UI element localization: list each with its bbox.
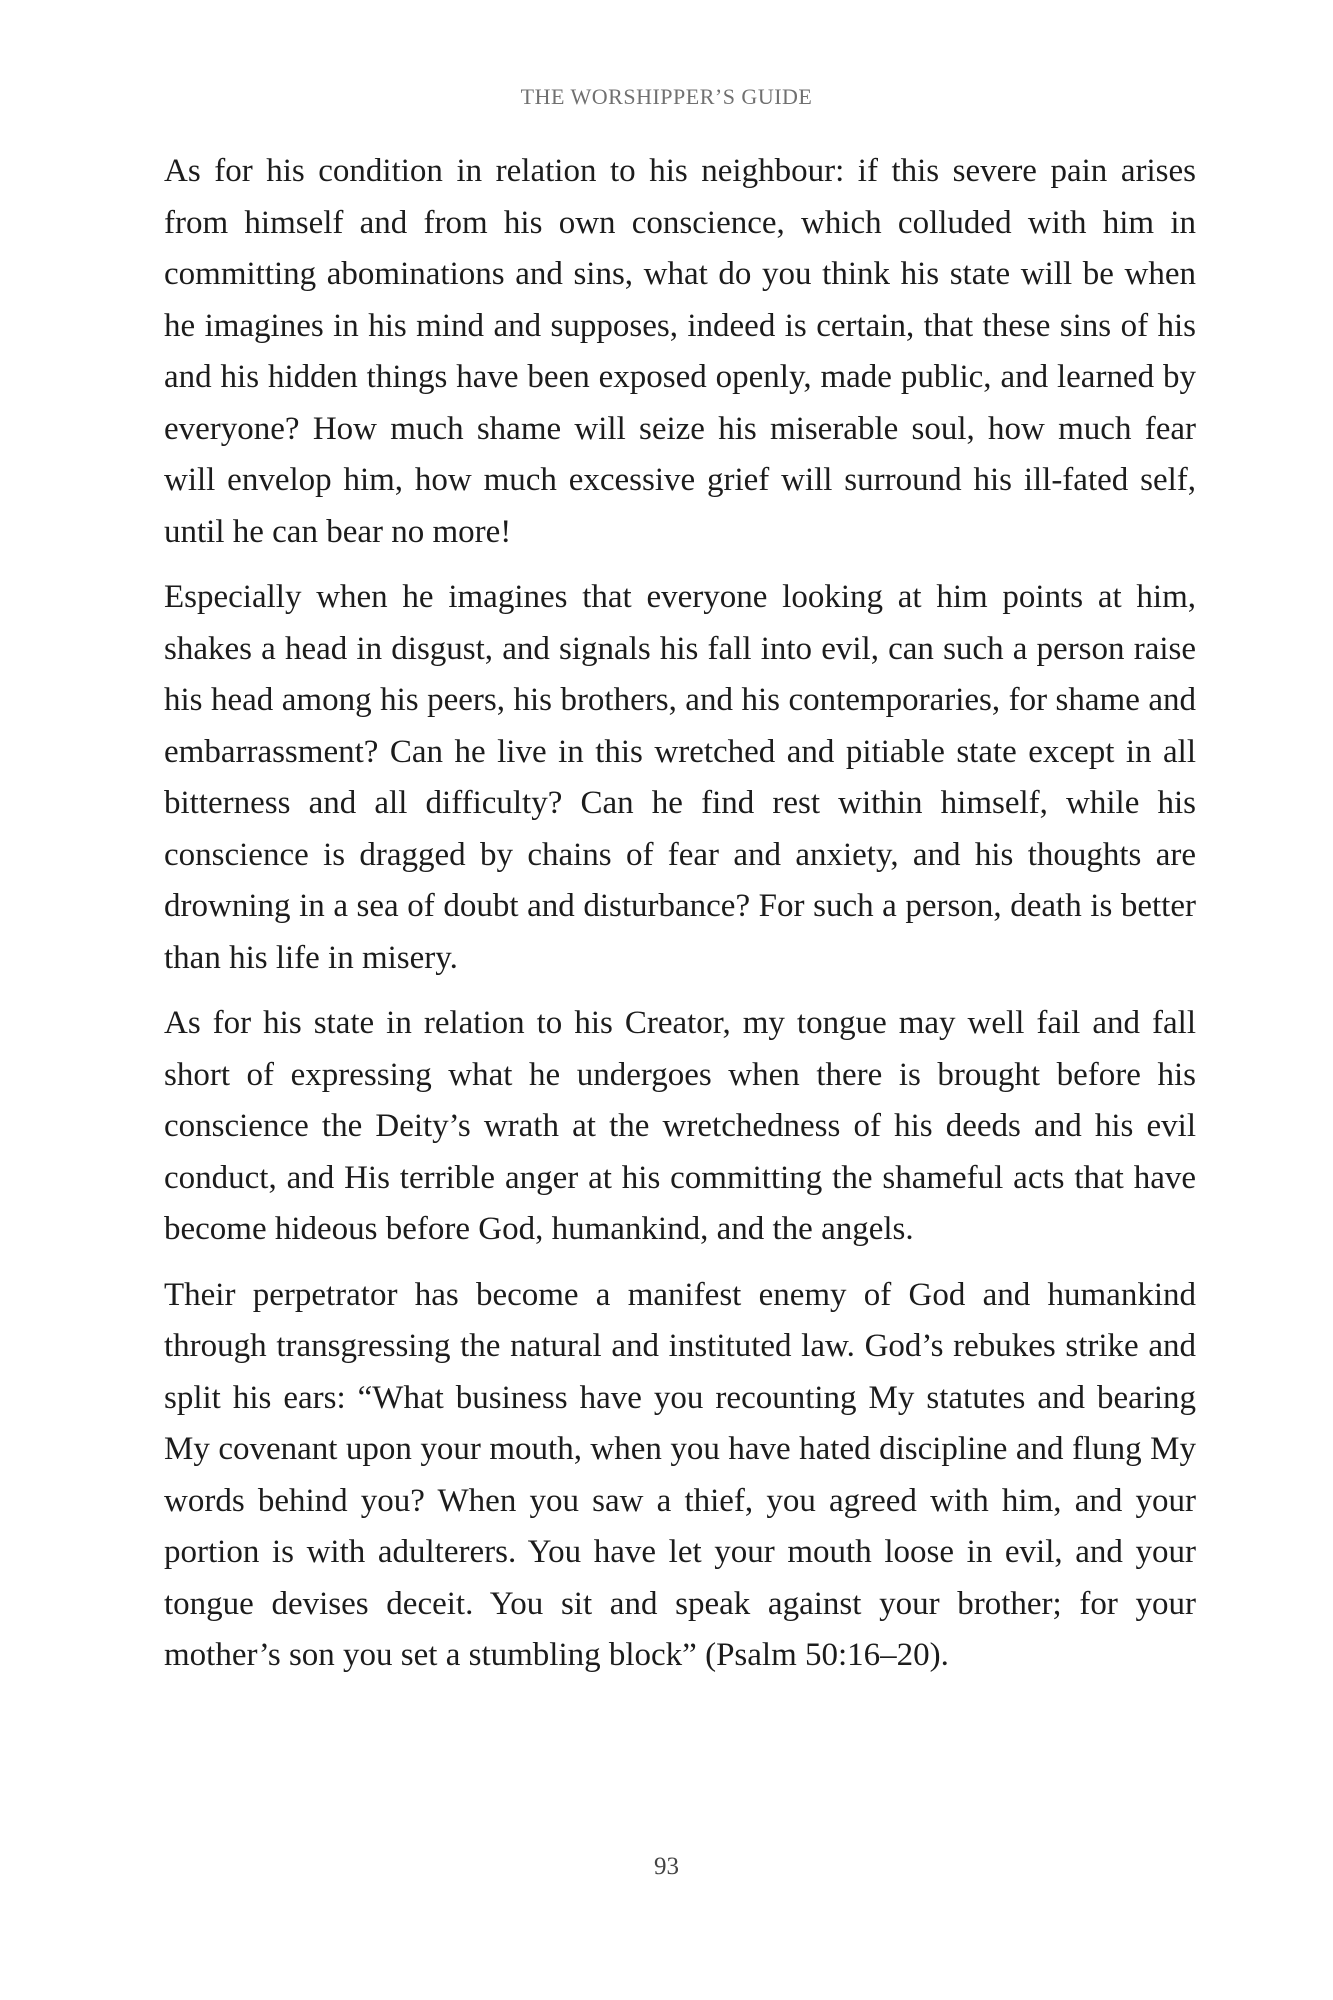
- paragraph-4: Their perpetrator has become a manifest enemy of God and humankind through transgressing the natural and instituted law. God’s rebukes strike and split his ears: “What business have you recounting My statutes and bearing My covenant upon your mouth, when you have hated discipline and flung My words behind you? When you saw a thief, you agreed with him, and your portion is with adulterers. You have let your mouth loose in evil, and your tongue devises deceit. You sit and speak against your brother; for your mother’s son you set a stumbling block” (Psalm 50:16–20).: [164, 1276, 1196, 1673]
- paragraph-1: As for his condition in relation to his neighbour: if this severe pain arises from himself and from his own conscience, which colluded with him in committing abominations and sins, what do you think his state will be when he imagines in his mind and supposes, indeed is certain, that these sins of his and his hidden things have been exposed openly, made public, and learned by everyone? How much shame will seize his miserable soul, how much fear will envelop him, how much excessive grief will surround his ill-fated self, until he can bear no more!: [164, 153, 1196, 550]
- running-header: THE WORSHIPPER’S GUIDE: [520, 84, 813, 109]
- page-number: 93: [654, 1853, 679, 1880]
- body-text: [164, 146, 1196, 1696]
- paragraph-3: As for his state in relation to his Creator, my tongue may well fail and fall short of expressing what he undergoes when there is brought before his conscience the Deity’s wrath at the wretchedness of his deeds and his evil conduct, and His terrible anger at his committing the shameful acts that have become hideous before God, humankind, and the angels.: [164, 1005, 1196, 1247]
- paragraph-2: Especially when he imagines that everyone looking at him points at him, shakes a head in disgust, and signals his fall into evil, can such a person raise his head among his peers, his brothers, and his contemporaries, for shame and embarrassment? Can he live in this wretched and pitiable state except in all bitterness and all difficulty? Can he find rest within himself, while his conscience is dragged by chains of fear and anxiety, and his thoughts are drowning in a sea of doubt and disturbance? For such a person, death is better than his life in misery.: [164, 579, 1196, 976]
